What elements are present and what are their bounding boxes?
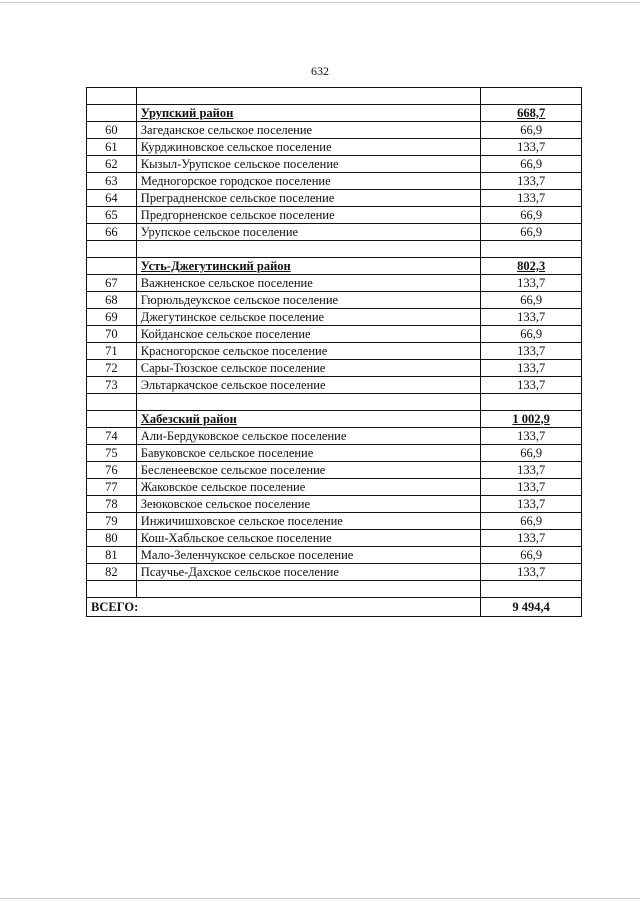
- empty-row: [87, 394, 582, 411]
- table-row: [87, 530, 582, 547]
- table-row: [87, 207, 582, 224]
- settlement-name: Зеюковское сельское поселение: [136, 496, 481, 513]
- row-number: 70: [87, 326, 137, 343]
- row-number: 82: [87, 564, 137, 581]
- settlement-value: 66,9: [481, 122, 582, 139]
- row-number: 64: [87, 190, 137, 207]
- district-title: Урупский район: [136, 105, 481, 122]
- empty-value-cell: [481, 581, 582, 598]
- table-row: [87, 479, 582, 496]
- empty-value-cell: [481, 88, 582, 105]
- district-num-cell: [87, 105, 137, 122]
- table-row: [87, 360, 582, 377]
- district-total: 668,7: [481, 105, 582, 122]
- settlement-name: Урупское сельское поселение: [136, 224, 481, 241]
- settlement-value: 133,7: [481, 275, 582, 292]
- settlement-value: 66,9: [481, 513, 582, 530]
- table-row: [87, 292, 582, 309]
- settlement-name: Мало-Зеленчукское сельское поселение: [136, 547, 481, 564]
- row-number: 69: [87, 309, 137, 326]
- table-row: [87, 445, 582, 462]
- settlement-name: Кош-Хабльское сельское поселение: [136, 530, 481, 547]
- row-number: 61: [87, 139, 137, 156]
- settlement-name: Инжичишховское сельское поселение: [136, 513, 481, 530]
- settlement-name: Красногорское сельское поселение: [136, 343, 481, 360]
- page-number: 632: [311, 64, 329, 78]
- empty-name-cell: [136, 394, 481, 411]
- row-number: 75: [87, 445, 137, 462]
- settlement-value: 133,7: [481, 360, 582, 377]
- table-row: [87, 224, 582, 241]
- settlement-value: 133,7: [481, 462, 582, 479]
- empty-value-cell: [481, 241, 582, 258]
- budget-table-body: [87, 88, 582, 617]
- empty-row: [87, 581, 582, 598]
- table-row: [87, 547, 582, 564]
- row-number: 65: [87, 207, 137, 224]
- row-number: 77: [87, 479, 137, 496]
- row-number: 63: [87, 173, 137, 190]
- row-number: 60: [87, 122, 137, 139]
- settlement-value: 66,9: [481, 326, 582, 343]
- district-num-cell: [87, 411, 137, 428]
- settlement-value: 66,9: [481, 207, 582, 224]
- row-number: 74: [87, 428, 137, 445]
- table-row: [87, 513, 582, 530]
- empty-name-cell: [136, 581, 481, 598]
- settlement-value: 133,7: [481, 530, 582, 547]
- scan-line-top: [0, 2, 640, 3]
- settlement-value: 133,7: [481, 139, 582, 156]
- empty-name-cell: [136, 88, 481, 105]
- empty-value-cell: [481, 394, 582, 411]
- settlement-value: 133,7: [481, 479, 582, 496]
- settlement-value: 133,7: [481, 428, 582, 445]
- budget-table: [86, 87, 582, 617]
- district-header-row: [87, 105, 582, 122]
- district-title: Хабезский район: [136, 411, 481, 428]
- empty-num-cell: [87, 88, 137, 105]
- row-number: 73: [87, 377, 137, 394]
- grand-total-label: ВСЕГО:: [87, 598, 481, 617]
- settlement-name: Преградненское сельское поселение: [136, 190, 481, 207]
- district-total: 1 002,9: [481, 411, 582, 428]
- settlement-value: 66,9: [481, 292, 582, 309]
- scan-line-bottom: [0, 898, 640, 899]
- table-row: [87, 462, 582, 479]
- settlement-name: Медногорское городское поселение: [136, 173, 481, 190]
- settlement-value: 66,9: [481, 156, 582, 173]
- grand-total-row: [87, 598, 582, 617]
- table-row: [87, 343, 582, 360]
- table-row: [87, 496, 582, 513]
- empty-num-cell: [87, 581, 137, 598]
- table-row: [87, 377, 582, 394]
- settlement-value: 133,7: [481, 564, 582, 581]
- row-number: 71: [87, 343, 137, 360]
- empty-row: [87, 88, 582, 105]
- row-number: 66: [87, 224, 137, 241]
- grand-total-value: 9 494,4: [481, 598, 582, 617]
- settlement-name: Важненское сельское поселение: [136, 275, 481, 292]
- settlement-name: Сары-Тюзское сельское поселение: [136, 360, 481, 377]
- settlement-value: 66,9: [481, 547, 582, 564]
- settlement-value: 66,9: [481, 445, 582, 462]
- empty-num-cell: [87, 394, 137, 411]
- district-total: 802,3: [481, 258, 582, 275]
- settlement-value: 133,7: [481, 190, 582, 207]
- row-number: 68: [87, 292, 137, 309]
- settlement-value: 133,7: [481, 343, 582, 360]
- empty-name-cell: [136, 241, 481, 258]
- row-number: 72: [87, 360, 137, 377]
- settlement-name: Жаковское сельское поселение: [136, 479, 481, 496]
- settlement-name: Псаучье-Дахское сельское поселение: [136, 564, 481, 581]
- row-number: 67: [87, 275, 137, 292]
- row-number: 78: [87, 496, 137, 513]
- table-row: [87, 173, 582, 190]
- settlement-name: Койданское сельское поселение: [136, 326, 481, 343]
- settlement-value: 133,7: [481, 309, 582, 326]
- district-header-row: [87, 411, 582, 428]
- settlement-name: Предгорненское сельское поселение: [136, 207, 481, 224]
- empty-row: [87, 241, 582, 258]
- settlement-name: Эльтаркачское сельское поселение: [136, 377, 481, 394]
- row-number: 62: [87, 156, 137, 173]
- district-header-row: [87, 258, 582, 275]
- table-row: [87, 275, 582, 292]
- settlement-name: Кызыл-Урупское сельское поселение: [136, 156, 481, 173]
- table-row: [87, 139, 582, 156]
- settlement-name: Джегутинское сельское поселение: [136, 309, 481, 326]
- row-number: 76: [87, 462, 137, 479]
- settlement-name: Бавуковское сельское поселение: [136, 445, 481, 462]
- row-number: 81: [87, 547, 137, 564]
- settlement-name: Загеданское сельское поселение: [136, 122, 481, 139]
- table-row: [87, 190, 582, 207]
- table-row: [87, 326, 582, 343]
- table-row: [87, 122, 582, 139]
- district-num-cell: [87, 258, 137, 275]
- settlement-name: Гюрюльдеукское сельское поселение: [136, 292, 481, 309]
- table-row: [87, 156, 582, 173]
- row-number: 80: [87, 530, 137, 547]
- table-row: [87, 428, 582, 445]
- empty-num-cell: [87, 241, 137, 258]
- settlement-name: Бесленеевское сельское поселение: [136, 462, 481, 479]
- settlement-value: 133,7: [481, 496, 582, 513]
- row-number: 79: [87, 513, 137, 530]
- settlement-name: Курджиновское сельское поселение: [136, 139, 481, 156]
- settlement-name: Али-Бердуковское сельское поселение: [136, 428, 481, 445]
- settlement-value: 133,7: [481, 173, 582, 190]
- settlement-value: 66,9: [481, 224, 582, 241]
- table-row: [87, 564, 582, 581]
- district-title: Усть-Джегутинский район: [136, 258, 481, 275]
- table-row: [87, 309, 582, 326]
- settlement-value: 133,7: [481, 377, 582, 394]
